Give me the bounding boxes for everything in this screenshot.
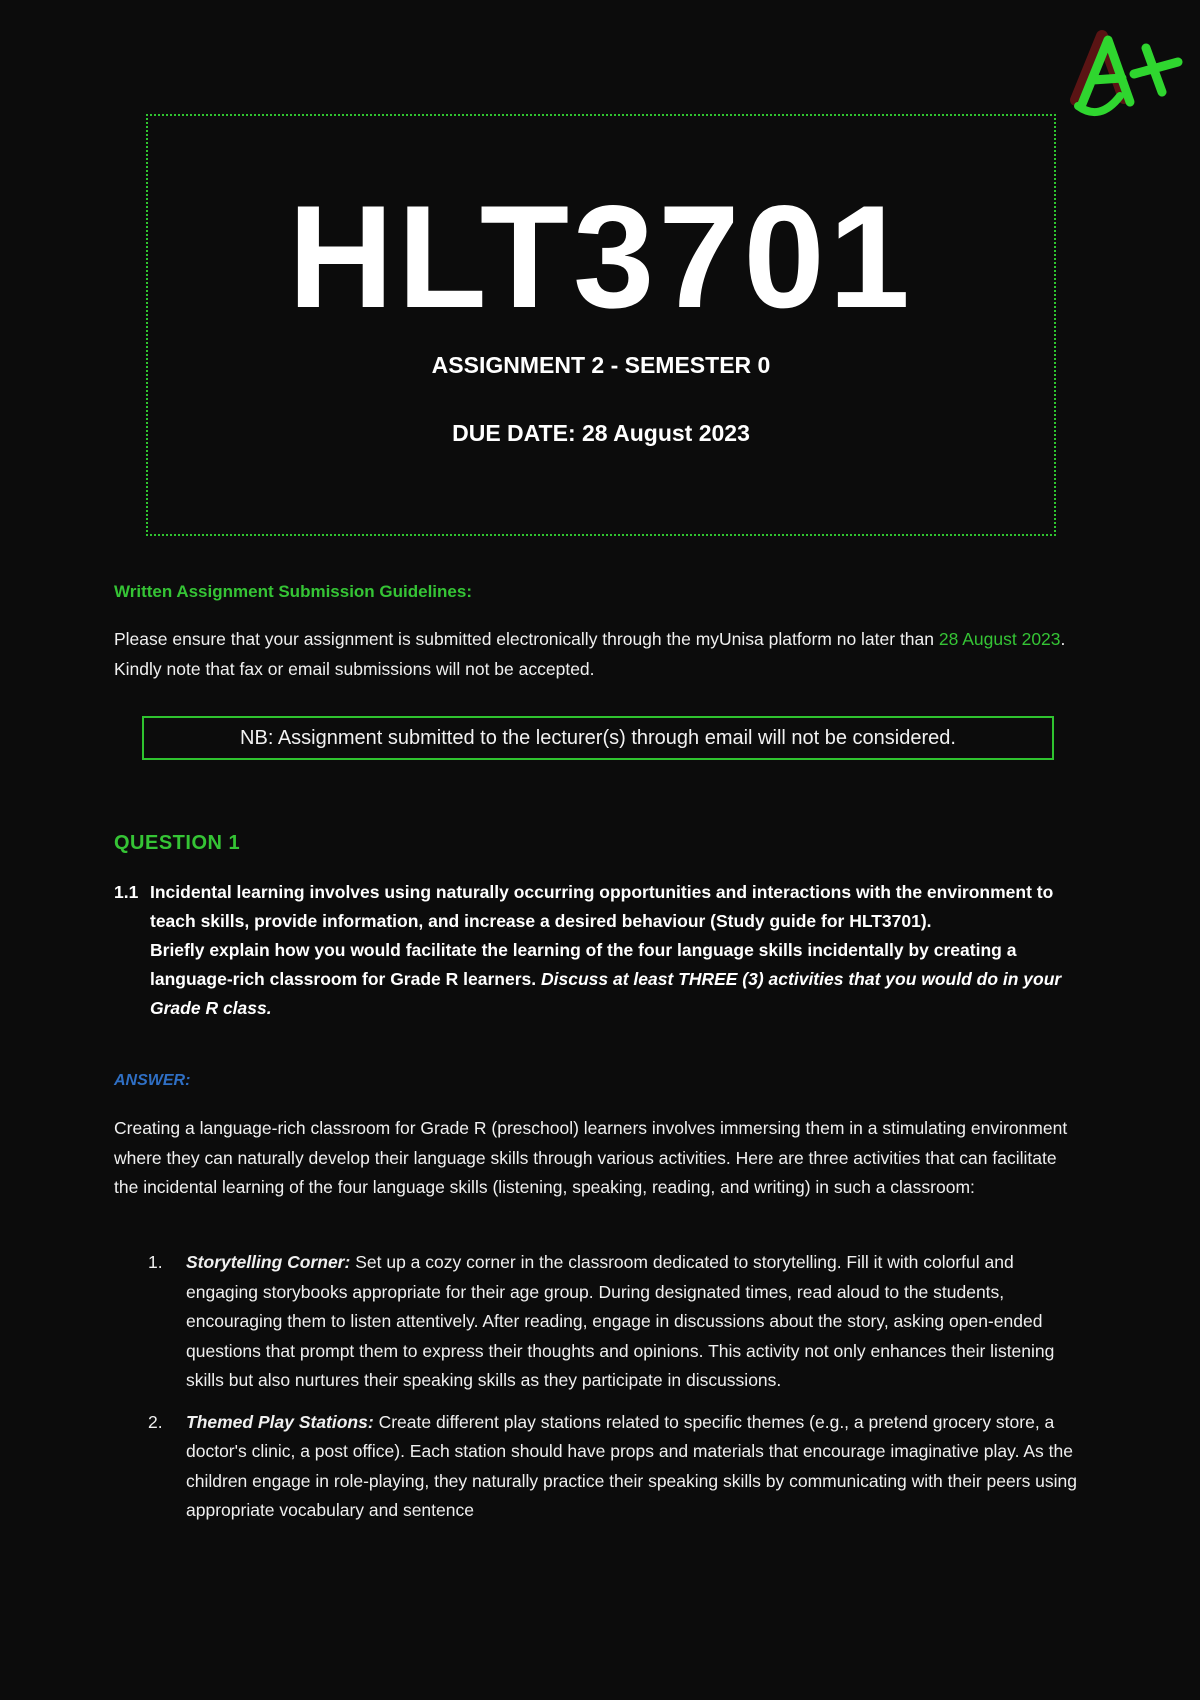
question-prompt-emphasis: Discuss at least THREE (3) activities that you would do in your Grade R class. bbox=[150, 969, 1062, 1018]
question-heading: QUESTION 1 bbox=[114, 832, 241, 854]
question-prompt-part1: Incidental learning involves using naturally occurring opportunities and interactions with the environment to teach skills, provide information, and increase a desired behaviour (Study guide for HLT3701). bbox=[150, 882, 1054, 931]
nb-notice-box bbox=[142, 716, 1054, 760]
list-item-text: Set up a cozy corner in the classroom dedicated to storytelling. Fill it with colorful and engaging storybooks appropriate for their age group. During designated times, read aloud to the students, encouraging them to listen attentively. After reading, engage in discussions about the story, asking open-ended questions that prompt them to express their thoughts and opinions. This activity not only enhances their listening skills but also nurtures their speaking skills as they participate in discussions. bbox=[186, 1252, 1055, 1390]
list-item bbox=[148, 1248, 1078, 1396]
question-prompt-instruction: Briefly explain how you would facilitate the learning of the four language skills incidentally by creating a language-rich classroom for Grade R learners. bbox=[150, 940, 1017, 989]
activity-list bbox=[148, 1248, 1078, 1538]
guidelines-due-date: 28 August 2023 bbox=[938, 629, 1061, 649]
list-item-number: 1. bbox=[148, 1252, 163, 1272]
list-item-text: Create different play stations related to specific themes (e.g., a pretend grocery store, a doctor's clinic, a post office). Each station should have props and materials that encourage imaginative play. As the children engage in role-playing, they naturally practice their speaking skills by communicating with their peers using appropriate vocabulary and sentence bbox=[186, 1411, 1078, 1520]
guidelines-heading: Written Assignment Submission Guidelines: bbox=[114, 582, 472, 601]
due-date-line: DUE DATE: 28 August 2023 bbox=[452, 420, 750, 446]
list-item-title: Themed Play Stations: bbox=[186, 1411, 374, 1432]
nb-notice-text: NB: Assignment submitted to the lecturer(s) through email will not be considered. bbox=[240, 727, 956, 749]
answer-intro: Creating a language-rich classroom for Grade R (preschool) learners involves immersing them in a stimulating environment where they can naturally develop their language skills through various activities. Here are three activities that can facilitate the incidental learning of the four language skills (listening, speaking, reading, and writing) in such a classroom: bbox=[114, 1118, 1068, 1197]
guidelines-text bbox=[114, 624, 1084, 684]
question-body bbox=[150, 878, 1084, 1023]
list-item bbox=[148, 1408, 1078, 1526]
assignment-subtitle: ASSIGNMENT 2 - SEMESTER 0 bbox=[431, 352, 771, 378]
guidelines-text-part1: Please ensure that your assignment is submitted electronically through the myUnisa platform no later than bbox=[114, 629, 935, 649]
list-item-number: 2. bbox=[148, 1411, 163, 1432]
cover-title-box bbox=[146, 114, 1056, 536]
list-item-title: Storytelling Corner: bbox=[186, 1252, 351, 1272]
a-plus-grade-icon bbox=[1060, 18, 1190, 138]
question-number: 1.1 bbox=[114, 882, 139, 902]
question-prompt-part2 bbox=[150, 936, 1084, 1023]
guidelines-text-part2: . Kindly note that fax or email submissions will not be accepted. bbox=[114, 629, 1066, 679]
answer-label: ANSWER: bbox=[114, 1072, 191, 1089]
question-item bbox=[114, 878, 1084, 1023]
course-code-title: HLT3701 bbox=[288, 175, 914, 338]
